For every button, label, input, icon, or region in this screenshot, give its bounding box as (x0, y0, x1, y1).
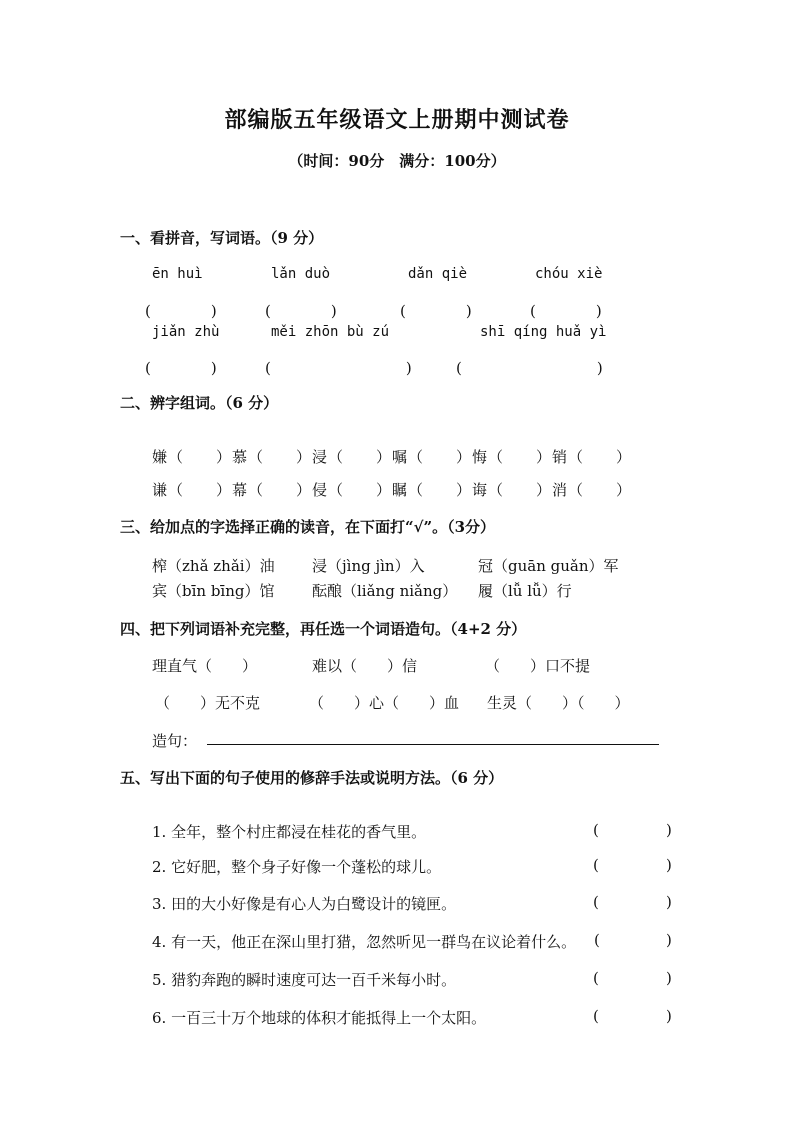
idiom-blank: 难以（ ）信 (312, 657, 418, 675)
answer-bracket-close: ) (666, 893, 672, 911)
pinyin-label: jiǎn zhù (152, 324, 220, 340)
page-subtitle: （时间：90分 满分：100分） (288, 152, 506, 170)
rhetoric-item: 3. 田的大小好像是有心人为白鹭设计的镜匣。 (152, 895, 457, 913)
pinyin-label: shī qíng huǎ yì (480, 324, 607, 340)
answer-blank-wide[interactable]: ( ) (456, 359, 603, 377)
sentence-label: 造句： (152, 732, 198, 750)
answer-blank[interactable]: ( ) (265, 302, 337, 320)
word-group-row: 嫌（ ）慕（ ）浸（ ）嘱（ ）悔（ ）销（ ） (152, 448, 633, 466)
answer-bracket-close: ) (666, 931, 672, 949)
answer-bracket-open[interactable]: ( (593, 969, 599, 987)
answer-bracket-open[interactable]: ( (594, 931, 600, 949)
word-group-row: 谦（ ）幕（ ）侵（ ）瞩（ ）诲（ ）消（ ） (152, 481, 633, 499)
answer-bracket-open[interactable]: ( (593, 821, 599, 839)
pinyin-label: dǎn qiè (408, 266, 468, 282)
rhetoric-item: 4. 有一天，他正在深山里打猎，忽然听见一群鸟在议论着什么。 (152, 933, 577, 951)
answer-blank[interactable]: ( ) (145, 359, 217, 377)
idiom-blank: 生灵（ ）（ ） (487, 694, 630, 712)
sentence-answer-line[interactable] (207, 744, 659, 745)
idiom-blank: （ ）口不提 (485, 657, 591, 675)
pronunciation-item: 履（lǚ lǚ）行 (478, 582, 572, 600)
rhetoric-item: 2. 它好肥，整个身子好像一个蓬松的球儿。 (152, 858, 442, 876)
answer-blank[interactable]: ( ) (530, 302, 602, 320)
section-5-heading: 五、写出下面的句子使用的修辞手法或说明方法。（6 分） (120, 769, 504, 787)
answer-blank-wide[interactable]: ( ) (265, 359, 412, 377)
pronunciation-item: 酝酿（liǎng niǎng） (312, 582, 458, 600)
answer-blank[interactable]: ( ) (145, 302, 217, 320)
idiom-blank: 理直气（ ） (152, 657, 258, 675)
answer-bracket-close: ) (666, 969, 672, 987)
pinyin-label: chóu xiè (535, 266, 603, 282)
answer-bracket-open[interactable]: ( (593, 893, 599, 911)
section-2-heading: 二、辨字组词。（6 分） (120, 394, 279, 412)
pronunciation-item: 宾（bīn bīng）馆 (152, 582, 275, 600)
rhetoric-item: 6. 一百三十万个地球的体积才能抵得上一个太阳。 (152, 1009, 487, 1027)
idiom-blank: （ ）心（ ）血 (309, 694, 460, 712)
rhetoric-item: 5. 猎豹奔跑的瞬时速度可达一百千米每小时。 (152, 971, 457, 989)
section-1-heading: 一、看拼音，写词语。（9 分） (120, 229, 324, 247)
pronunciation-item: 冠（guān guǎn）军 (478, 557, 619, 575)
section-4-heading: 四、把下列词语补充完整，再任选一个词语造句。（4+2 分） (120, 620, 527, 638)
idiom-blank: （ ）无不克 (155, 694, 261, 712)
answer-bracket-open[interactable]: ( (593, 1007, 599, 1025)
pronunciation-item: 榨（zhǎ zhǎi）油 (152, 557, 275, 575)
answer-bracket-close: ) (666, 821, 672, 839)
section-3-heading: 三、给加点的字选择正确的读音，在下面打“√”。（3分） (120, 518, 496, 536)
page-title: 部编版五年级语文上册期中测试卷 (224, 107, 570, 133)
rhetoric-item: 1. 全年，整个村庄都浸在桂花的香气里。 (152, 823, 427, 841)
pinyin-label: lǎn duò (271, 266, 331, 282)
answer-bracket-close: ) (666, 1007, 672, 1025)
pinyin-label: měi zhōn bù zú (271, 324, 390, 340)
pinyin-label: ēn huì (152, 266, 203, 282)
pronunciation-item: 浸（jìng jìn）入 (312, 557, 425, 575)
answer-bracket-close: ) (666, 856, 672, 874)
answer-blank[interactable]: ( ) (400, 302, 472, 320)
answer-bracket-open[interactable]: ( (593, 856, 599, 874)
